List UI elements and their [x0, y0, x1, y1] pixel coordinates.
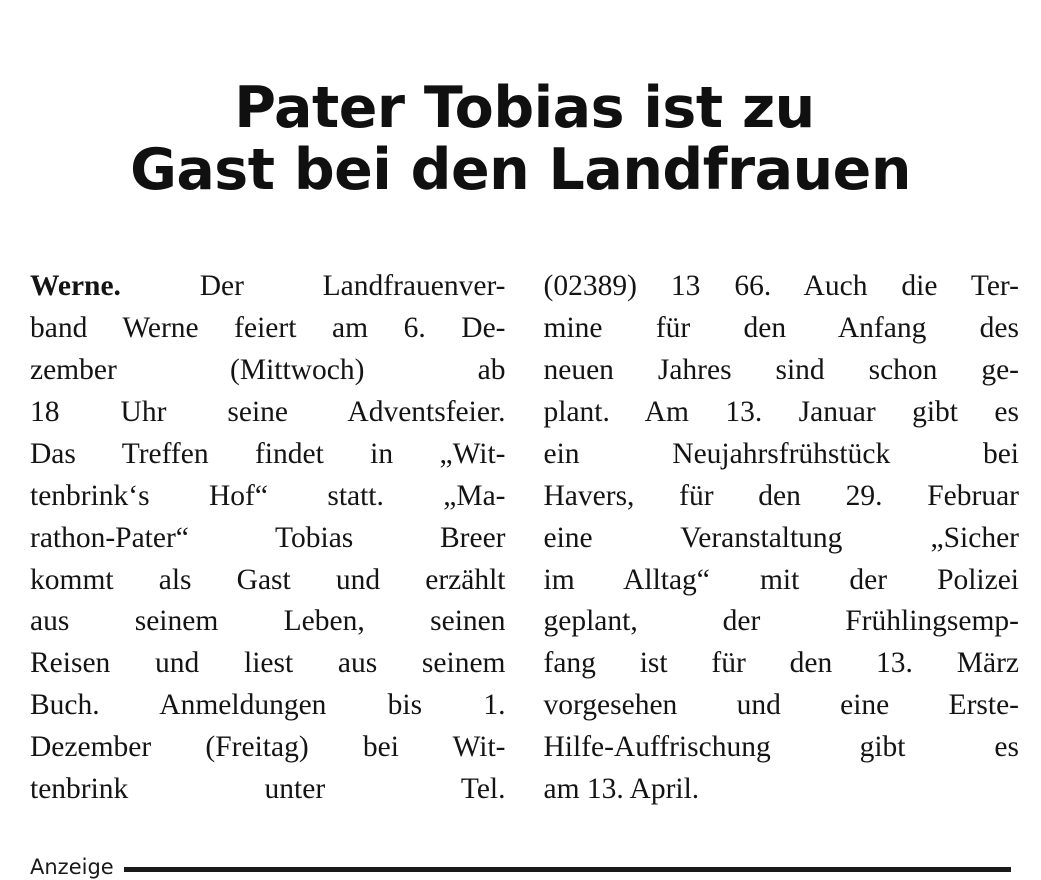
article-line: tenbrink unter Tel.	[30, 772, 506, 805]
article-line: ein Neujahrsfrühstück bei	[543, 437, 1019, 470]
article-line: plant. Am 13. Januar gibt es	[543, 396, 1019, 429]
headline-line-1: Pater Tobias ist zu	[234, 75, 815, 142]
article-column-right	[544, 266, 1020, 810]
article-line: band Werne feiert am 6. De-	[30, 312, 506, 345]
article-line: neuen Jahres sind schon ge-	[543, 354, 1019, 387]
paragraph-left	[30, 266, 506, 810]
article-column-left	[30, 266, 506, 810]
advertisement-marker	[30, 857, 1011, 880]
article-line: vorgesehen und eine Erste-	[543, 689, 1019, 722]
article-line: 18 Uhr seine Adventsfeier.	[30, 396, 506, 429]
article-line: fang ist für den 13. März	[543, 647, 1019, 680]
article-line: Das Treffen findet in „Wit-	[30, 437, 506, 470]
article-line: kommt als Gast und erzählt	[30, 563, 506, 596]
article-line: Buch. Anmeldungen bis 1.	[30, 689, 506, 722]
article-line: rathon-Pater“ Tobias Breer	[30, 521, 506, 554]
article-line: (02389) 13 66. Auch die Ter-	[543, 270, 1019, 303]
article-line	[30, 266, 506, 308]
headline-line-2: Gast bei den Landfrauen	[130, 136, 911, 203]
article-line: Dezember (Freitag) bei Wit-	[30, 731, 506, 764]
page-title	[0, 38, 1041, 201]
article-line: eine Veranstaltung „Sicher	[543, 521, 1019, 554]
article-line: geplant, der Frühlingsemp-	[543, 605, 1019, 638]
article-line: aus seinem Leben, seinen	[30, 605, 506, 638]
article-line: Hilfe-Auffrischung gibt es	[543, 731, 1019, 764]
article-line: Reisen und liest aus seinem	[30, 647, 506, 680]
article-line: tenbrink‘s Hof“ statt. „Ma-	[30, 479, 506, 512]
article-line: im Alltag“ mit der Polizei	[543, 563, 1019, 596]
newspaper-clipping	[0, 38, 1041, 880]
article-line-text: Der Landfrauenver-	[199, 270, 506, 303]
dateline: Werne.	[30, 270, 121, 303]
article-body	[0, 239, 1041, 810]
article-line: Havers, für den 29. Februar	[543, 479, 1019, 512]
article-line: mine für den Anfang des	[543, 312, 1019, 345]
article-line: zember (Mittwoch) ab	[30, 354, 506, 387]
paragraph-right	[544, 266, 1020, 810]
horizontal-rule	[124, 867, 1011, 872]
advertisement-label: Anzeige	[30, 855, 114, 880]
article-line: am 13. April.	[543, 772, 700, 805]
